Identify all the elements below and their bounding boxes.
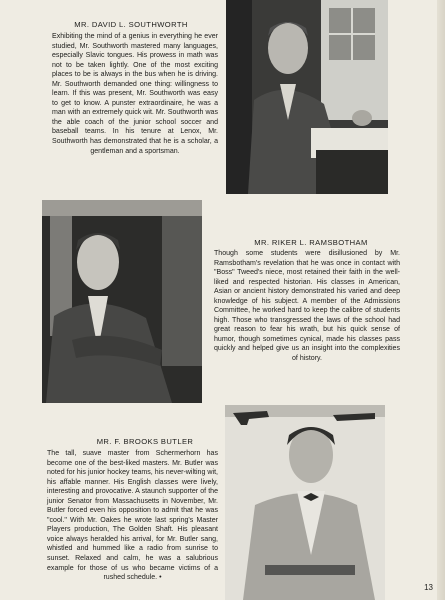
portrait-photo [225,405,385,600]
page-edge [437,0,445,600]
portrait-photo [42,200,202,403]
section-heading: MR. DAVID L. SOUTHWORTH [74,20,188,29]
portrait-photo [226,0,388,194]
section-heading: MR. F. BROOKS BUTLER [96,437,194,446]
page-number: 13 [424,583,433,592]
section-text: Exhibiting the mind of a genius in everything he ever studied, Mr. Southworth mastered many languages, especially Slavic tongues. His prowess in math was not to be taken lightly. One of the most exciting places to be is always in the bus when he is driving. Mr. Southworth demanded one thing: willingness to learn. If this was present, Mr. Southworth was easy to get to know. A punster extraordinaire, he was a man with an extremely quick wit. Mr. Southworth was the able coach of the junior school soccer and baseball teams. In his tenure at Lenox, Mr. Southworth has demonstrated that he is a scholar, a gentleman and a sportsman. [52,33,218,155]
section-text: Though some students were disillusioned by Mr. Ramsbotham's revelation that he was once in contact with "Boss" Tweed's niece, most retained their faith in the well-liked and respected historian. His classes in American, Asian or ancient history demonstrated his varied and deep knowledge of his subject. A member of the Admissions Committee, he worked hard to keep the calibre of students high. Those who transgressed the laws of the school had great reason to fear his wrath, but his quick sense of humor, though sometimes cynical, made his classes pass quickly and helped give us an insight into the complexities of history. [214,250,400,363]
section-heading: MR. RIKER L. RAMSBOTHAM [254,238,368,247]
section-text: The tall, suave master from Schermerhorn has become one of the best-liked masters. Mr. Butler was noted for his junior hockey teams, his never-wilting wit, his affable manner. His English classes were lively, interesting and provocative. A staunch supporter of the junior Senator from Massachusetts in November, Mr. Butler forced even his opposition to admit that he was "cool." With Mr. Oakes he wrote last spring's Master Players production, The Golden Shaft. His pleasant voice always heralded his arrival, for Mr. Butler sang, whistled and hummed like a radio from sunrise to sunset. Relaxed and calm, he was a salubrious example for those of us who became victims of a rushed schedule. • [47,450,218,582]
